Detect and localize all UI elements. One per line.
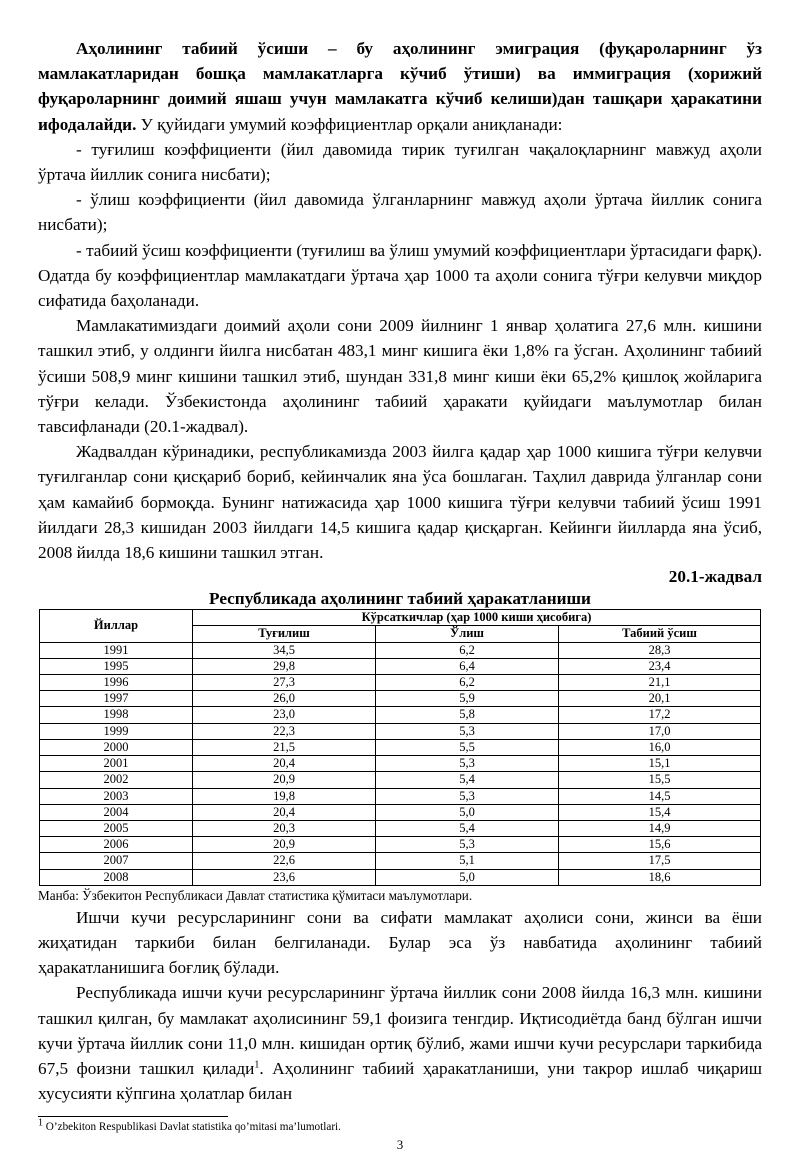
cell-year: 2000 [40,739,193,755]
cell-death: 5,0 [376,869,559,885]
cell-growth: 17,2 [559,707,761,723]
cell-year: 2007 [40,853,193,869]
table-row [40,642,761,658]
intro-bold-text: Аҳолининг табиий ўсиши – бу аҳолининг эмиграция (фуқароларнинг ўз мамлакатларидан бошқа мамлакатларга кўчиб ўтиши) ва иммиграция (хорижий фуқароларнинг доимий яшаш учун мамлакатга кўчиб келиши)дан ташқари ҳаракатини ифодалайди. [38,39,762,134]
cell-year: 2006 [40,837,193,853]
cell-birth: 22,3 [193,723,376,739]
table-row [40,853,761,869]
table-row [40,820,761,836]
page-number: 3 [396,1137,404,1153]
paragraph-intro [38,36,762,137]
cell-growth: 15,6 [559,837,761,853]
document-page [38,36,762,1153]
cell-death: 5,9 [376,691,559,707]
cell-death: 5,3 [376,723,559,739]
cell-birth: 20,9 [193,837,376,853]
labor-stats-tail: . Аҳолининг табиий ҳаракатланиши, уни такрор ишлаб чиқариш хусусияти кўпгина ҳолатлар билан [38,1058,762,1104]
cell-birth: 23,0 [193,707,376,723]
table-row [40,756,761,772]
table-row [40,675,761,691]
intro-text: У қуйидаги умумий коэффициентлар орқали аниқланади: [136,114,563,134]
cell-death: 6,4 [376,658,559,674]
cell-birth: 29,8 [193,658,376,674]
cell-growth: 14,9 [559,820,761,836]
cell-growth: 16,0 [559,739,761,755]
cell-growth: 17,5 [559,853,761,869]
table-row [40,707,761,723]
cell-birth: 19,8 [193,788,376,804]
footnote-ref: 1 [254,1059,260,1071]
list-item-growth: - табиий ўсиш коэффициенти (туғилиш ва ўлиш умумий коэффициентлари ўртасидаги фарқ). Одатда бу коэффициентлар мамлакатдаги ўртача ҳар 1000 та аҳоли сонига тўғри келувчи миқдор сифатида баҳоланади. [38,240,762,311]
cell-growth: 21,1 [559,675,761,691]
table-row [40,772,761,788]
header-indicators: Кўрсаткичлар (ҳар 1000 киши ҳисобига) [193,610,761,626]
header-birth: Туғилиш [193,626,376,642]
table-body [40,642,761,885]
table-source: Манба: Ўзбекитон Республикаси Давлат статистика қўмитаси маълумотлари. [38,887,473,903]
cell-death: 6,2 [376,642,559,658]
cell-growth: 15,1 [559,756,761,772]
header-death: Ўлиш [376,626,559,642]
cell-death: 6,2 [376,675,559,691]
cell-birth: 34,5 [193,642,376,658]
cell-birth: 20,9 [193,772,376,788]
table-title: Республикада аҳолининг табиий ҳаракатланиши [209,589,591,609]
cell-death: 5,4 [376,772,559,788]
cell-death: 5,8 [376,707,559,723]
cell-death: 5,3 [376,837,559,853]
cell-death: 5,0 [376,804,559,820]
cell-year: 1998 [40,707,193,723]
cell-death: 5,1 [376,853,559,869]
cell-year: 2002 [40,772,193,788]
cell-growth: 15,4 [559,804,761,820]
header-growth: Табиий ўсиш [559,626,761,642]
cell-death: 5,3 [376,788,559,804]
list-item-birth: - туғилиш коэффициенти (йил давомида тирик туғилган чақалоқларнинг мавжуд аҳоли ўртача йиллик сонига нисбати); [38,139,762,185]
cell-growth: 20,1 [559,691,761,707]
table-row [40,739,761,755]
cell-birth: 23,6 [193,869,376,885]
cell-year: 1991 [40,642,193,658]
list-item-death: - ўлиш коэффициенти (йил давомида ўлганларнинг мавжуд аҳоли ўртача йиллик сонига нисбати); [38,190,762,235]
cell-death: 5,4 [376,820,559,836]
table-row [40,691,761,707]
cell-growth: 14,5 [559,788,761,804]
footnote [38,1119,762,1135]
paragraph-population: Мамлакатимиздаги доимий аҳоли сони 2009 йилнинг 1 январ ҳолатига 27,6 млн. кишини ташкил этиб, у олдинги йилга нисбатан 483,1 минг кишига ёки 1,8% га ўсган. Аҳолининг табиий ўсиши 508,9 минг кишини ташкил этиб, шундан 331,8 минг киши ёки 65,2% қишлоқ жойларига тўғри келади. Ўзбекистонда аҳолининг табиий ҳаракати қуйидаги маълумотлар билан тавсифланади (20.1-жадвал). [38,316,762,437]
cell-growth: 28,3 [559,642,761,658]
cell-death: 5,5 [376,739,559,755]
footnote-divider [38,1116,228,1117]
footnote-text: O’zbekiton Respublikasi Davlat statistika qo’mitasi ma’lumotlari. [43,1121,341,1134]
labor-stats-text: Республикада ишчи кучи ресурсларининг ўртача йиллик сони 2008 йилда 16,3 млн. кишини ташкил қилган, бу мамлакат аҳолисининг 59,1 фоизига тенгдир. Иқтисодиётда банд бўлган ишчи кучи ўртача йиллик сони 11,0 млн. кишидан ортиқ бўлиб, жами ишчи кучи ресурслари таркибида 67,5 фоизни ташкил қилади [38,983,762,1078]
table-label: 20.1-жадвал [668,567,762,587]
table-row [40,788,761,804]
cell-year: 2001 [40,756,193,772]
cell-birth: 26,0 [193,691,376,707]
cell-growth: 23,4 [559,658,761,674]
cell-year: 1999 [40,723,193,739]
table-row [40,837,761,853]
table-row [40,869,761,885]
footnote-mark: 1 [38,1117,43,1129]
cell-growth: 17,0 [559,723,761,739]
cell-growth: 18,6 [559,869,761,885]
cell-birth: 27,3 [193,675,376,691]
cell-birth: 21,5 [193,739,376,755]
cell-growth: 15,5 [559,772,761,788]
cell-birth: 22,6 [193,853,376,869]
cell-year: 2004 [40,804,193,820]
paragraph-labor-stats [38,980,762,1106]
cell-year: 2003 [40,788,193,804]
cell-year: 2005 [40,820,193,836]
paragraph-table-analysis: Жадвалдан кўринадики, республикамизда 2003 йилга қадар ҳар 1000 кишига тўғри келувчи туғилганлар сони қисқариб бориб, кейинчалик яна ўса бошлаган. Таҳлил даврида ўлганлар сони ҳам камайиб бормоқда. Бунинг натижасида ҳар 1000 кишига тўғри келувчи табиий ўсиш 1991 йилдаги 28,3 кишидан 2003 йилдаги 14,5 кишига қадар қисқарган. Кейинги йилларда яна ўсиб, 2008 йилда 18,6 кишини ташкил этган. [38,442,762,563]
paragraph-labor: Ишчи кучи ресурсларининг сони ва сифати мамлакат аҳолиси сони, жинси ва ёши жиҳатидан таркиби билан белгиланади. Булар эса ўз навбатида аҳолининг табиий ҳаракатланишига боғлиқ бўлади. [38,907,762,978]
cell-year: 1995 [40,658,193,674]
natural-movement-table [39,609,761,885]
cell-year: 1996 [40,675,193,691]
table-row [40,723,761,739]
header-years: Йиллар [40,610,193,642]
table-row [40,658,761,674]
cell-birth: 20,4 [193,756,376,772]
cell-year: 2008 [40,869,193,885]
cell-birth: 20,4 [193,804,376,820]
cell-birth: 20,3 [193,820,376,836]
cell-death: 5,3 [376,756,559,772]
table-row [40,804,761,820]
cell-year: 1997 [40,691,193,707]
